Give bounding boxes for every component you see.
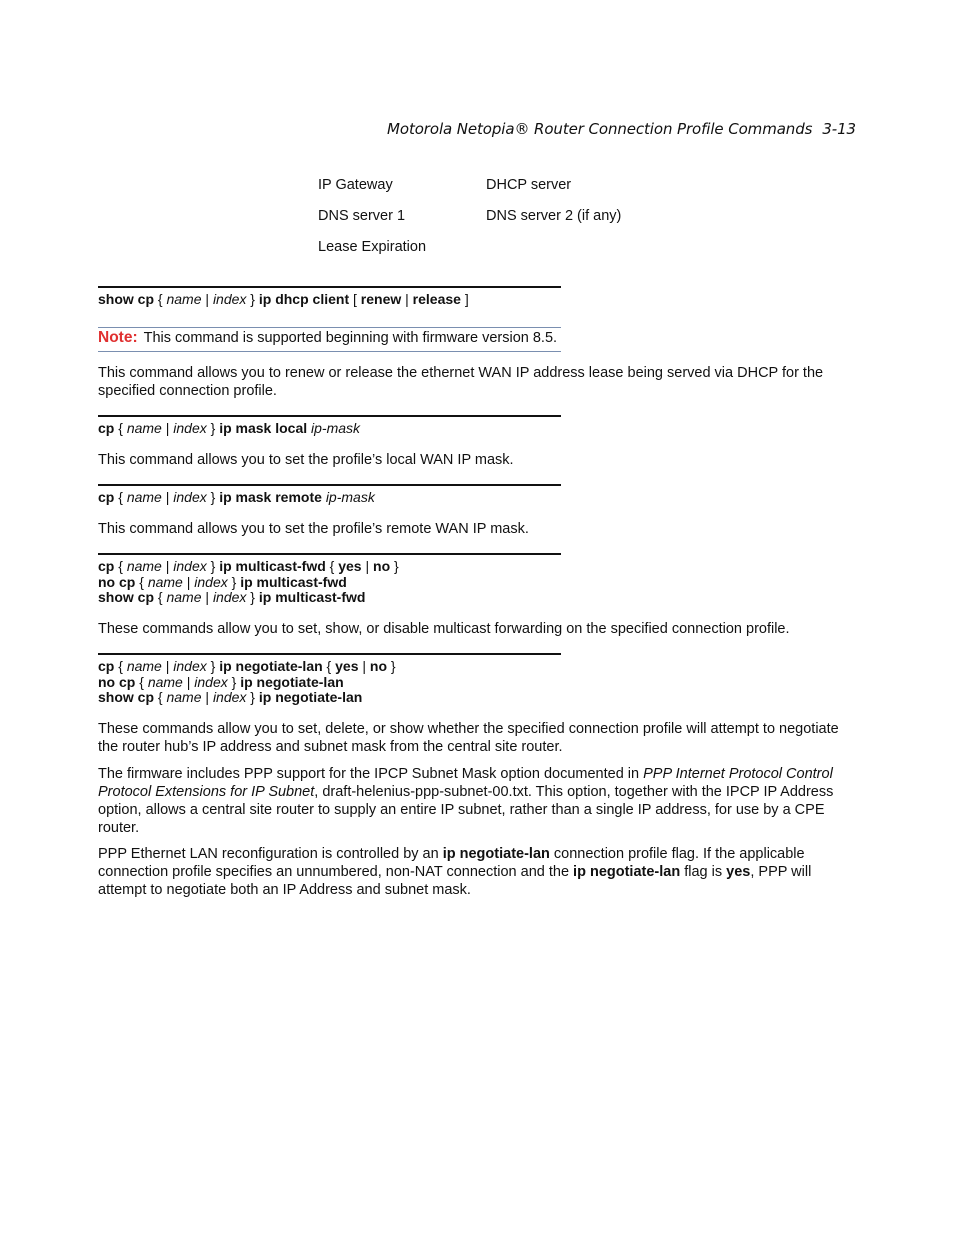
table-cell: DHCP server [486, 177, 572, 193]
table-cell: IP Gateway [318, 177, 393, 193]
section-rule [98, 553, 561, 555]
note-label: Note: [98, 329, 138, 346]
dhcp-client-description: This command allows you to renew or release the ethernet WAN IP address lease being served via DHCP for the specified connection profile. [98, 365, 824, 399]
page-number: 3-13 [822, 120, 856, 138]
command-syntax-dhcp-client: show cp { name | index } ip dhcp client [ renew | release ] [98, 291, 469, 307]
mask-local-description: This command allows you to set the profile’s local WAN IP mask. [98, 452, 514, 468]
section-rule [98, 653, 561, 655]
table-row [318, 177, 393, 193]
table-row [318, 208, 405, 224]
section-rule [98, 484, 561, 486]
note-text: This command is supported beginning with firmware version 8.5. [143, 330, 558, 346]
table-cell: DNS server 2 (if any) [486, 208, 622, 224]
section-rule [98, 415, 561, 417]
command-syntax-mask-remote: cp { name | index } ip mask remote ip-mask [98, 489, 375, 505]
multicast-description: These commands allow you to set, show, or disable multicast forwarding on the specified connection profile. [98, 621, 790, 637]
running-header [387, 120, 856, 138]
mask-remote-description: This command allows you to set the profile’s remote WAN IP mask. [98, 521, 529, 537]
command-syntax-mask-local: cp { name | index } ip mask local ip-mask [98, 420, 361, 436]
command-syntax-multicast: cp { name | index } ip multicast-fwd { yes | no } no cp { name | index } ip multicast-fwd show cp { name | index } ip multicast-fwd [98, 558, 399, 605]
section-rule [98, 286, 561, 288]
header-title: Motorola Netopia® Router Connection Profile Commands [387, 120, 813, 138]
command-syntax-negotiate-lan: cp { name | index } ip negotiate-lan { yes | no } no cp { name | index } ip negotiate-lan show cp { name | index } ip negotiate-lan [98, 658, 396, 705]
note-rule-top [98, 327, 561, 328]
negotiate-description-3: PPP Ethernet LAN reconfiguration is controlled by an ip negotiate-lan connection profile flag. If the applicable connection profile specifies an unnumbered, non-NAT connection and the ip negotiate-lan flag is yes, PPP will attempt to negotiate both an IP Address and subnet mask. [98, 846, 812, 898]
negotiate-description-2: The firmware includes PPP support for the IPCP Subnet Mask option documented in PPP Internet Protocol Control Protocol Extensions for IP Subnet, draft-helenius-ppp-subnet-00.txt. This option, together with the IPCP IP Address option, allows a central site router to supply an entire IP subnet, rather than a single IP address, for use by a CPE router. [98, 766, 834, 836]
negotiate-description-1: These commands allow you to set, delete, or show whether the specified connection profile will attempt to negotiate the router hub’s IP address and subnet mask from the central site router. [98, 721, 839, 755]
table-cell: DNS server 1 [318, 208, 406, 224]
note-rule-bottom [98, 351, 561, 352]
table-cell: Lease Expiration [318, 239, 427, 255]
table-row [318, 239, 426, 255]
note [98, 329, 557, 347]
